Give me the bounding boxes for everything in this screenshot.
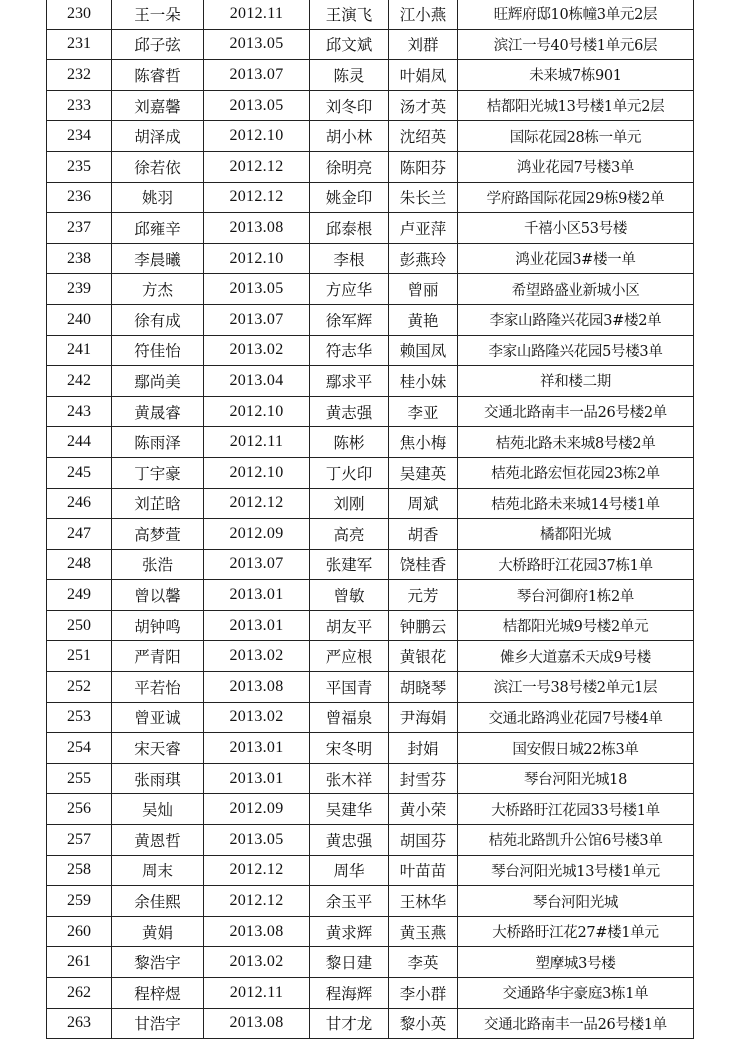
mother-name-cell: 赖国凤 (389, 335, 458, 366)
father-name-cell: 丁火印 (310, 457, 389, 488)
student-name-cell: 严青阳 (112, 641, 204, 672)
birth-date-cell: 2012.10 (204, 243, 310, 274)
father-name-cell: 黄忠强 (310, 825, 389, 856)
birth-date-cell: 2013.02 (204, 702, 310, 733)
table-row (47, 855, 694, 886)
student-name-cell: 宋天睿 (112, 733, 204, 764)
table-row (47, 90, 694, 121)
mother-name-cell: 刘群 (389, 29, 458, 60)
home-address-cell: 琴台河御府1栋2单 (458, 580, 694, 611)
table-row (47, 213, 694, 244)
father-name-cell: 曾敏 (310, 580, 389, 611)
mother-name-cell: 叶苗苗 (389, 855, 458, 886)
table-row (47, 457, 694, 488)
table-row (47, 121, 694, 152)
mother-name-cell: 李亚 (389, 396, 458, 427)
row-number-cell: 233 (47, 90, 112, 121)
father-name-cell: 徐军辉 (310, 304, 389, 335)
table-row (47, 886, 694, 917)
row-number-cell: 256 (47, 794, 112, 825)
mother-name-cell: 黄银花 (389, 641, 458, 672)
mother-name-cell: 胡香 (389, 519, 458, 550)
row-number-cell: 245 (47, 457, 112, 488)
student-records-table (46, 0, 694, 1039)
row-number-cell: 257 (47, 825, 112, 856)
birth-date-cell: 2012.12 (204, 488, 310, 519)
mother-name-cell: 胡晓琴 (389, 672, 458, 703)
table-row (47, 825, 694, 856)
birth-date-cell: 2013.08 (204, 213, 310, 244)
row-number-cell: 242 (47, 366, 112, 397)
student-name-cell: 张雨琪 (112, 763, 204, 794)
row-number-cell: 255 (47, 763, 112, 794)
row-number-cell: 243 (47, 396, 112, 427)
home-address-cell: 鸿业花园3#楼一单 (458, 243, 694, 274)
student-name-cell: 高梦萱 (112, 519, 204, 550)
mother-name-cell: 黄小荣 (389, 794, 458, 825)
table-row (47, 916, 694, 947)
mother-name-cell: 卢亚萍 (389, 213, 458, 244)
father-name-cell: 程海辉 (310, 978, 389, 1009)
home-address-cell: 交通北路南丰一品26号楼1单 (458, 1008, 694, 1039)
row-number-cell: 238 (47, 243, 112, 274)
birth-date-cell: 2012.09 (204, 794, 310, 825)
mother-name-cell: 朱长兰 (389, 182, 458, 213)
home-address-cell: 李家山路隆兴花园5号楼3单 (458, 335, 694, 366)
birth-date-cell: 2013.08 (204, 1008, 310, 1039)
father-name-cell: 黄志强 (310, 396, 389, 427)
student-name-cell: 徐有成 (112, 304, 204, 335)
student-name-cell: 丁宇豪 (112, 457, 204, 488)
row-number-cell: 237 (47, 213, 112, 244)
table-row (47, 672, 694, 703)
father-name-cell: 严应根 (310, 641, 389, 672)
student-name-cell: 黄恩哲 (112, 825, 204, 856)
father-name-cell: 陈彬 (310, 427, 389, 458)
mother-name-cell: 黄艳 (389, 304, 458, 335)
birth-date-cell: 2013.07 (204, 60, 310, 91)
home-address-cell: 橘都阳光城 (458, 519, 694, 550)
row-number-cell: 234 (47, 121, 112, 152)
student-name-cell: 余佳熙 (112, 886, 204, 917)
mother-name-cell: 元芳 (389, 580, 458, 611)
row-number-cell: 236 (47, 182, 112, 213)
father-name-cell: 平国青 (310, 672, 389, 703)
mother-name-cell: 黄玉燕 (389, 916, 458, 947)
mother-name-cell: 汤才英 (389, 90, 458, 121)
row-number-cell: 262 (47, 978, 112, 1009)
table-row (47, 978, 694, 1009)
table-row (47, 610, 694, 641)
student-name-cell: 刘芷晗 (112, 488, 204, 519)
row-number-cell: 258 (47, 855, 112, 886)
birth-date-cell: 2013.07 (204, 304, 310, 335)
birth-date-cell: 2013.04 (204, 366, 310, 397)
mother-name-cell: 饶桂香 (389, 549, 458, 580)
father-name-cell: 张木祥 (310, 763, 389, 794)
father-name-cell: 吴建华 (310, 794, 389, 825)
student-name-cell: 王一朵 (112, 0, 204, 29)
father-name-cell: 高亮 (310, 519, 389, 550)
table-row (47, 1008, 694, 1039)
birth-date-cell: 2013.05 (204, 274, 310, 305)
birth-date-cell: 2012.12 (204, 886, 310, 917)
table-row (47, 488, 694, 519)
birth-date-cell: 2012.11 (204, 427, 310, 458)
home-address-cell: 大桥路盱江花园33号楼1单 (458, 794, 694, 825)
student-name-cell: 张浩 (112, 549, 204, 580)
home-address-cell: 塑摩城3号楼 (458, 947, 694, 978)
mother-name-cell: 沈绍英 (389, 121, 458, 152)
student-name-cell: 胡钟鸣 (112, 610, 204, 641)
home-address-cell: 滨江一号38号楼2单元1层 (458, 672, 694, 703)
home-address-cell: 大桥路盱江花园37栋1单 (458, 549, 694, 580)
father-name-cell: 胡小林 (310, 121, 389, 152)
father-name-cell: 刘刚 (310, 488, 389, 519)
mother-name-cell: 王林华 (389, 886, 458, 917)
table-row (47, 763, 694, 794)
student-name-cell: 鄢尚美 (112, 366, 204, 397)
mother-name-cell: 周斌 (389, 488, 458, 519)
home-address-cell: 桔都阳光城9号楼2单元 (458, 610, 694, 641)
student-name-cell: 甘浩宇 (112, 1008, 204, 1039)
mother-name-cell: 吴建英 (389, 457, 458, 488)
table-row (47, 60, 694, 91)
student-name-cell: 徐若依 (112, 151, 204, 182)
row-number-cell: 249 (47, 580, 112, 611)
row-number-cell: 253 (47, 702, 112, 733)
father-name-cell: 鄢求平 (310, 366, 389, 397)
student-name-cell: 程梓煜 (112, 978, 204, 1009)
table-row (47, 366, 694, 397)
mother-name-cell: 陈阳芬 (389, 151, 458, 182)
home-address-cell: 千禧小区53号楼 (458, 213, 694, 244)
student-name-cell: 符佳怡 (112, 335, 204, 366)
mother-name-cell: 胡国芬 (389, 825, 458, 856)
student-name-cell: 胡泽成 (112, 121, 204, 152)
table-row (47, 274, 694, 305)
birth-date-cell: 2013.02 (204, 335, 310, 366)
row-number-cell: 254 (47, 733, 112, 764)
student-name-cell: 曾以馨 (112, 580, 204, 611)
father-name-cell: 刘冬印 (310, 90, 389, 121)
home-address-cell: 琴台河阳光城18 (458, 763, 694, 794)
table-row (47, 0, 694, 29)
father-name-cell: 曾福泉 (310, 702, 389, 733)
row-number-cell: 235 (47, 151, 112, 182)
table-body (47, 0, 694, 1039)
home-address-cell: 桔苑北路宏恒花园23栋2单 (458, 457, 694, 488)
birth-date-cell: 2012.12 (204, 182, 310, 213)
mother-name-cell: 江小燕 (389, 0, 458, 29)
birth-date-cell: 2013.05 (204, 90, 310, 121)
table-row (47, 243, 694, 274)
birth-date-cell: 2013.02 (204, 947, 310, 978)
row-number-cell: 259 (47, 886, 112, 917)
mother-name-cell: 彭燕玲 (389, 243, 458, 274)
row-number-cell: 246 (47, 488, 112, 519)
table-row (47, 151, 694, 182)
father-name-cell: 张建军 (310, 549, 389, 580)
father-name-cell: 李根 (310, 243, 389, 274)
student-name-cell: 黎浩宇 (112, 947, 204, 978)
mother-name-cell: 焦小梅 (389, 427, 458, 458)
mother-name-cell: 李英 (389, 947, 458, 978)
table-row (47, 304, 694, 335)
birth-date-cell: 2013.02 (204, 641, 310, 672)
row-number-cell: 232 (47, 60, 112, 91)
table-row (47, 549, 694, 580)
birth-date-cell: 2012.11 (204, 0, 310, 29)
mother-name-cell: 封雪芬 (389, 763, 458, 794)
home-address-cell: 傩乡大道嘉禾天成9号楼 (458, 641, 694, 672)
mother-name-cell: 钟鹏云 (389, 610, 458, 641)
father-name-cell: 胡友平 (310, 610, 389, 641)
table-row (47, 182, 694, 213)
home-address-cell: 国际花园28栋一单元 (458, 121, 694, 152)
birth-date-cell: 2012.12 (204, 855, 310, 886)
birth-date-cell: 2012.09 (204, 519, 310, 550)
home-address-cell: 国安假日城22栋3单 (458, 733, 694, 764)
birth-date-cell: 2013.05 (204, 29, 310, 60)
student-name-cell: 李晨曦 (112, 243, 204, 274)
father-name-cell: 陈灵 (310, 60, 389, 91)
birth-date-cell: 2013.01 (204, 733, 310, 764)
mother-name-cell: 尹海娟 (389, 702, 458, 733)
father-name-cell: 黎日建 (310, 947, 389, 978)
table-row (47, 702, 694, 733)
row-number-cell: 247 (47, 519, 112, 550)
row-number-cell: 252 (47, 672, 112, 703)
mother-name-cell: 曾丽 (389, 274, 458, 305)
father-name-cell: 徐明亮 (310, 151, 389, 182)
home-address-cell: 未来城7栋901 (458, 60, 694, 91)
table-row (47, 396, 694, 427)
birth-date-cell: 2013.01 (204, 763, 310, 794)
student-name-cell: 陈睿哲 (112, 60, 204, 91)
row-number-cell: 239 (47, 274, 112, 305)
birth-date-cell: 2013.08 (204, 672, 310, 703)
table-row (47, 947, 694, 978)
home-address-cell: 滨江一号40号楼1单元6层 (458, 29, 694, 60)
home-address-cell: 交通北路鸿业花园7号楼4单 (458, 702, 694, 733)
home-address-cell: 交通北路南丰一品26号楼2单 (458, 396, 694, 427)
table-row (47, 335, 694, 366)
student-name-cell: 周末 (112, 855, 204, 886)
home-address-cell: 祥和楼二期 (458, 366, 694, 397)
birth-date-cell: 2012.12 (204, 151, 310, 182)
row-number-cell: 261 (47, 947, 112, 978)
birth-date-cell: 2013.05 (204, 825, 310, 856)
father-name-cell: 方应华 (310, 274, 389, 305)
home-address-cell: 琴台河阳光城13号楼1单元 (458, 855, 694, 886)
row-number-cell: 248 (47, 549, 112, 580)
home-address-cell: 学府路国际花园29栋9楼2单 (458, 182, 694, 213)
row-number-cell: 230 (47, 0, 112, 29)
home-address-cell: 桔苑北路凯升公馆6号楼3单 (458, 825, 694, 856)
home-address-cell: 交通路华宇豪庭3栋1单 (458, 978, 694, 1009)
student-name-cell: 姚羽 (112, 182, 204, 213)
birth-date-cell: 2012.10 (204, 396, 310, 427)
row-number-cell: 260 (47, 916, 112, 947)
student-name-cell: 方杰 (112, 274, 204, 305)
home-address-cell: 李家山路隆兴花园3#楼2单 (458, 304, 694, 335)
home-address-cell: 旺辉府邸10栋幢3单元2层 (458, 0, 694, 29)
student-name-cell: 邱子弦 (112, 29, 204, 60)
home-address-cell: 鸿业花园7号楼3单 (458, 151, 694, 182)
birth-date-cell: 2013.07 (204, 549, 310, 580)
table-row (47, 733, 694, 764)
birth-date-cell: 2012.11 (204, 978, 310, 1009)
mother-name-cell: 封娟 (389, 733, 458, 764)
row-number-cell: 263 (47, 1008, 112, 1039)
mother-name-cell: 李小群 (389, 978, 458, 1009)
student-name-cell: 黄娟 (112, 916, 204, 947)
birth-date-cell: 2012.10 (204, 457, 310, 488)
home-address-cell: 桔苑北路未来城8号楼2单 (458, 427, 694, 458)
father-name-cell: 宋冬明 (310, 733, 389, 764)
student-name-cell: 刘嘉馨 (112, 90, 204, 121)
home-address-cell: 桔苑北路未来城14号楼1单 (458, 488, 694, 519)
row-number-cell: 250 (47, 610, 112, 641)
father-name-cell: 王演飞 (310, 0, 389, 29)
father-name-cell: 姚金印 (310, 182, 389, 213)
table-row (47, 29, 694, 60)
father-name-cell: 符志华 (310, 335, 389, 366)
mother-name-cell: 黎小英 (389, 1008, 458, 1039)
table-row (47, 427, 694, 458)
table-row (47, 641, 694, 672)
table-row (47, 519, 694, 550)
home-address-cell: 大桥路盱江花27#楼1单元 (458, 916, 694, 947)
row-number-cell: 231 (47, 29, 112, 60)
mother-name-cell: 叶娟凤 (389, 60, 458, 91)
father-name-cell: 余玉平 (310, 886, 389, 917)
row-number-cell: 240 (47, 304, 112, 335)
birth-date-cell: 2013.01 (204, 610, 310, 641)
student-name-cell: 陈雨泽 (112, 427, 204, 458)
student-name-cell: 吴灿 (112, 794, 204, 825)
birth-date-cell: 2012.10 (204, 121, 310, 152)
row-number-cell: 241 (47, 335, 112, 366)
mother-name-cell: 桂小妹 (389, 366, 458, 397)
table-row (47, 580, 694, 611)
student-name-cell: 平若怡 (112, 672, 204, 703)
student-name-cell: 黄晟睿 (112, 396, 204, 427)
birth-date-cell: 2013.08 (204, 916, 310, 947)
home-address-cell: 桔都阳光城13号楼1单元2层 (458, 90, 694, 121)
father-name-cell: 黄求辉 (310, 916, 389, 947)
student-name-cell: 曾亚诚 (112, 702, 204, 733)
table-row (47, 794, 694, 825)
row-number-cell: 244 (47, 427, 112, 458)
birth-date-cell: 2013.01 (204, 580, 310, 611)
home-address-cell: 琴台河阳光城 (458, 886, 694, 917)
father-name-cell: 邱文斌 (310, 29, 389, 60)
father-name-cell: 邱泰根 (310, 213, 389, 244)
row-number-cell: 251 (47, 641, 112, 672)
home-address-cell: 希望路盛业新城小区 (458, 274, 694, 305)
father-name-cell: 甘才龙 (310, 1008, 389, 1039)
father-name-cell: 周华 (310, 855, 389, 886)
student-name-cell: 邱雍辛 (112, 213, 204, 244)
